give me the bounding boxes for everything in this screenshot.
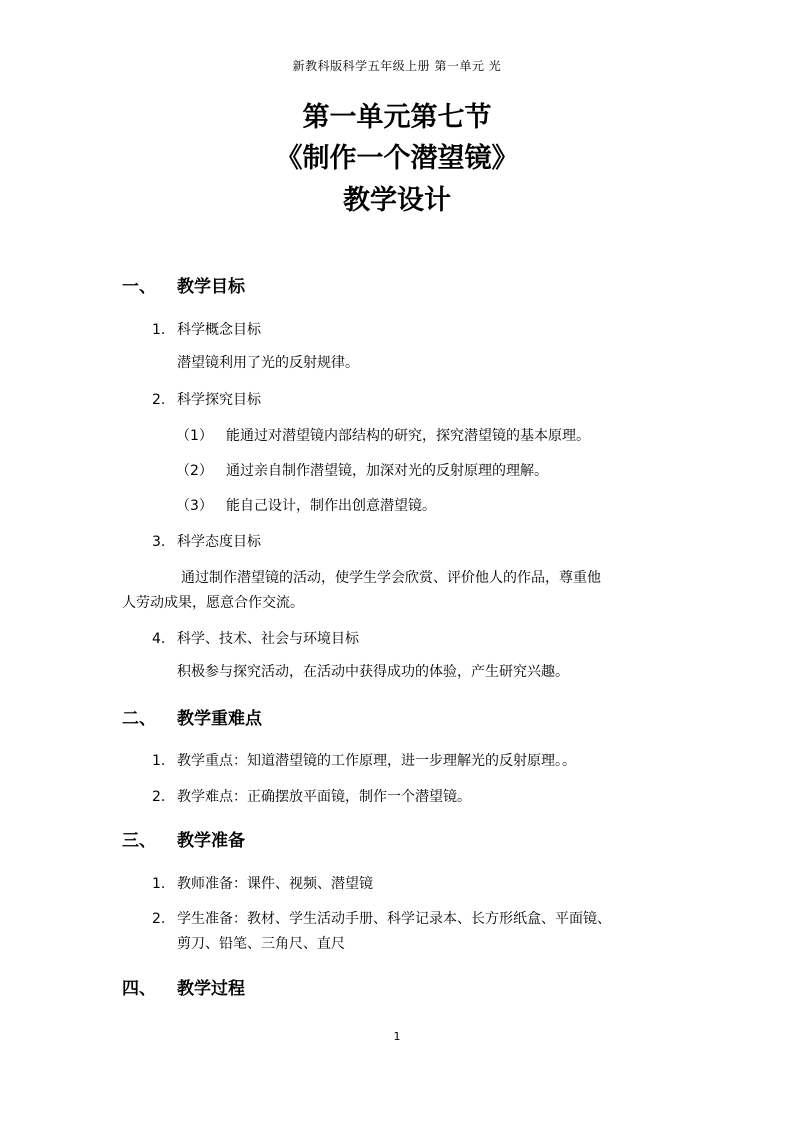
item-number: 3. <box>152 534 166 550</box>
section-number: 二、 <box>122 709 156 729</box>
item-label: 科学态度目标 <box>177 534 261 550</box>
section-heading-key-points <box>122 704 262 729</box>
objective-sub-item-3 <box>176 495 436 515</box>
item-label: 科学、技术、社会与环境目标 <box>177 631 359 647</box>
key-point-item-2 <box>152 786 471 806</box>
item-label: 科学概念目标 <box>177 322 261 338</box>
doc-title-line-1: 第一单元第七节 <box>302 102 492 133</box>
sub-item-text: 通过亲自制作潜望镜，加深对光的反射原理的理解。 <box>226 463 548 479</box>
section-number: 四、 <box>122 979 156 999</box>
objective-sub-item-1 <box>176 425 590 445</box>
section-title: 教学目标 <box>177 277 245 297</box>
objective-item-4-text: 积极参与探究活动，在活动中获得成功的体验，产生研究兴趣。 <box>177 664 569 680</box>
objective-item-1 <box>152 319 261 339</box>
sub-item-number: （3） <box>176 498 213 514</box>
preparation-item-1 <box>152 873 373 893</box>
item-text-line-1: 学生准备：教材、学生活动手册、科学记录本、长方形纸盒、平面镜、 <box>177 911 611 927</box>
item-number: 2. <box>152 392 166 408</box>
preparation-item-2-text-line-2: 剪刀、铅笔、三角尺、直尺 <box>177 936 345 952</box>
section-number: 一、 <box>122 277 156 297</box>
item-number: 1. <box>152 322 166 338</box>
item-number: 1. <box>152 753 166 769</box>
section-heading-process <box>122 974 245 999</box>
sub-item-number: （2） <box>176 463 213 479</box>
key-point-item-1 <box>152 750 576 770</box>
sub-item-text: 能通过对潜望镜内部结构的研究，探究潜望镜的基本原理。 <box>226 428 590 444</box>
section-title: 教学过程 <box>177 979 245 999</box>
item-number: 4. <box>152 631 166 647</box>
page-number: 1 <box>393 1030 401 1043</box>
page-header: 新教科版科学五年级上册 第一单元 光 <box>292 59 502 73</box>
section-number: 三、 <box>122 831 156 851</box>
objective-sub-item-2 <box>176 460 548 480</box>
doc-title-line-2: 《制作一个潜望镜》 <box>275 143 519 174</box>
objective-item-2 <box>152 389 261 409</box>
objective-item-1-text: 潜望镜利用了光的反射规律。 <box>177 355 359 371</box>
item-text: 教师准备：课件、视频、潜望镜 <box>177 876 373 892</box>
item-label: 科学探究目标 <box>177 392 261 408</box>
objective-item-3 <box>152 531 261 551</box>
preparation-item-2 <box>152 908 611 928</box>
doc-title-line-3: 教学设计 <box>343 185 451 216</box>
section-heading-objectives <box>122 272 245 297</box>
section-heading-preparation <box>122 826 245 851</box>
sub-item-text: 能自己设计，制作出创意潜望镜。 <box>226 498 436 514</box>
item-text: 教学重点：知道潜望镜的工作原理，进一步理解光的反射原理。。 <box>177 753 576 769</box>
item-number: 2. <box>152 789 166 805</box>
item-number: 1. <box>152 876 166 892</box>
section-title: 教学重难点 <box>177 709 262 729</box>
objective-item-3-text-line-2: 人劳动成果，愿意合作交流。 <box>122 595 304 611</box>
section-title: 教学准备 <box>177 831 245 851</box>
item-text: 教学难点：正确摆放平面镜，制作一个潜望镜。 <box>177 789 471 805</box>
objective-item-3-text-line-1: 通过制作潜望镜的活动，使学生学会欣赏、评价他人的作品，尊重他 <box>181 570 601 586</box>
objective-item-4 <box>152 628 359 648</box>
sub-item-number: （1） <box>176 428 213 444</box>
item-number: 2. <box>152 911 166 927</box>
